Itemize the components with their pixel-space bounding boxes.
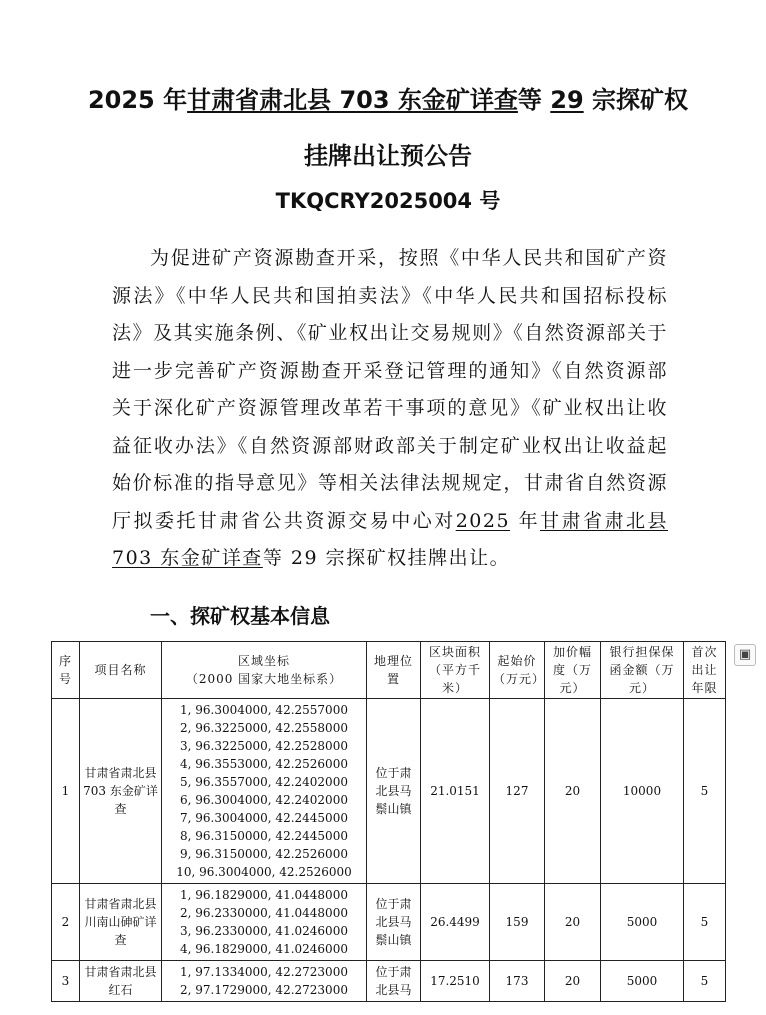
cell-no: 3	[52, 961, 80, 1002]
header-start-price: 起始价（万元）	[490, 642, 545, 699]
coord-line: 1, 96.1829000, 41.0448000	[180, 888, 348, 902]
cell-area: 21.0151	[421, 699, 490, 884]
coord-line: 10, 96.3004000, 42.2526000	[176, 865, 352, 879]
cell-start-price: 159	[490, 884, 545, 961]
cell-area: 26.4499	[421, 884, 490, 961]
coord-line: 4, 96.3553000, 42.2526000	[180, 757, 348, 771]
header-coords-sub: （2000 国家大地坐标系）	[185, 672, 343, 686]
cell-coords	[162, 699, 367, 884]
cell-guarantee: 10000	[601, 699, 684, 884]
coord-line: 4, 96.1829000, 41.0246000	[180, 942, 348, 956]
intro-paragraph	[112, 240, 668, 578]
header-location: 地理位置	[367, 642, 421, 699]
header-name: 项目名称	[80, 642, 162, 699]
header-years: 首次出让年限	[684, 642, 726, 699]
coord-line: 3, 96.2330000, 41.0246000	[180, 924, 348, 938]
cell-coords	[162, 961, 367, 1002]
cell-years: 5	[684, 884, 726, 961]
document-number: TKQCRY2025004 号	[275, 189, 501, 213]
title-connector: 等	[517, 86, 551, 114]
coord-line: 1, 96.3004000, 42.2557000	[180, 703, 348, 717]
cell-guarantee: 5000	[601, 884, 684, 961]
coord-line: 1, 97.1334000, 42.2723000	[180, 965, 348, 979]
header-coords-title: 区域坐标	[237, 654, 290, 668]
cell-start-price: 127	[490, 699, 545, 884]
cell-start-price: 173	[490, 961, 545, 1002]
header-guarantee: 银行担保保函金额（万元）	[601, 642, 684, 699]
cell-location: 位于肃北县马鬃山镇	[367, 699, 421, 884]
cell-increment: 20	[545, 961, 601, 1002]
coord-line: 7, 96.3004000, 42.2445000	[180, 811, 348, 825]
cell-years: 5	[684, 699, 726, 884]
cell-years: 5	[684, 961, 726, 1002]
coord-line: 2, 97.1729000, 42.2723000	[180, 983, 348, 997]
title-count: 29	[550, 86, 584, 114]
coord-line: 2, 96.2330000, 41.0448000	[180, 906, 348, 920]
coord-line: 9, 96.3150000, 42.2526000	[180, 847, 348, 861]
intro-project-name: 甘肃省肃北县 703 东金矿详查	[112, 509, 668, 569]
coord-line: 5, 96.3557000, 42.2402000	[180, 775, 348, 789]
scan-icon[interactable]: ▣	[734, 644, 756, 666]
cell-area: 17.2510	[421, 961, 490, 1002]
cell-coords	[162, 884, 367, 961]
header-coords	[162, 642, 367, 699]
intro-text-end: 等 29 宗探矿权挂牌出让。	[262, 547, 511, 569]
mining-rights-table	[51, 641, 726, 1002]
coord-line: 8, 96.3150000, 42.2445000	[180, 829, 348, 843]
coord-line: 2, 96.3225000, 42.2558000	[180, 721, 348, 735]
table-row	[52, 961, 726, 1002]
cell-guarantee: 5000	[601, 961, 684, 1002]
title-project-name: 甘肃省肃北县 703 东金矿详查	[187, 86, 518, 114]
title-year: 2025 年	[87, 86, 188, 114]
coord-line: 3, 96.3225000, 42.2528000	[180, 739, 348, 753]
cell-name: 甘肃省肃北县川南山砷矿详查	[80, 884, 162, 961]
cell-name: 甘肃省肃北县 703 东金矿详查	[80, 699, 162, 884]
cell-increment: 20	[545, 699, 601, 884]
table-header-row	[52, 642, 726, 699]
cell-name: 甘肃省肃北县红石	[80, 961, 162, 1002]
cell-location: 位于肃北县马鬃山镇	[367, 884, 421, 961]
coord-line: 6, 96.3004000, 42.2402000	[180, 793, 348, 807]
intro-year: 2025	[455, 509, 511, 532]
intro-year-suffix: 年	[510, 509, 541, 532]
title-suffix: 宗探矿权	[583, 86, 689, 114]
table-row	[52, 884, 726, 961]
cell-no: 1	[52, 699, 80, 884]
header-area: 区块面积（平方千米）	[421, 642, 490, 699]
section-heading: 一、探矿权基本信息	[150, 604, 330, 628]
page-title-line1	[0, 80, 766, 115]
table-row	[52, 699, 726, 884]
page-title-line2: 挂牌出让预公告	[304, 142, 472, 170]
header-no: 序号	[52, 642, 80, 699]
cell-location: 位于肃北县马	[367, 961, 421, 1002]
cell-no: 2	[52, 884, 80, 961]
intro-text: 为促进矿产资源勘查开采，按照《中华人民共和国矿产资源法》《中华人民共和国拍卖法》《中华人民共和国招标投标法》及其实施条例、《矿业权出让交易规则》《自然资源部关于进一步完善矿产资源勘查开采登记管理的通知》《自然资源部关于深化矿产资源管理改革若干事项的意见》《矿业权出让收益征收办法》《自然资源部财政部关于制定矿业权出让收益起始价标准的指导意见》等相关法律法规规定，甘肃省自然资源厅拟委托甘肃省公共资源交易中心对	[112, 247, 668, 532]
header-increment: 加价幅度（万元）	[545, 642, 601, 699]
cell-increment: 20	[545, 884, 601, 961]
